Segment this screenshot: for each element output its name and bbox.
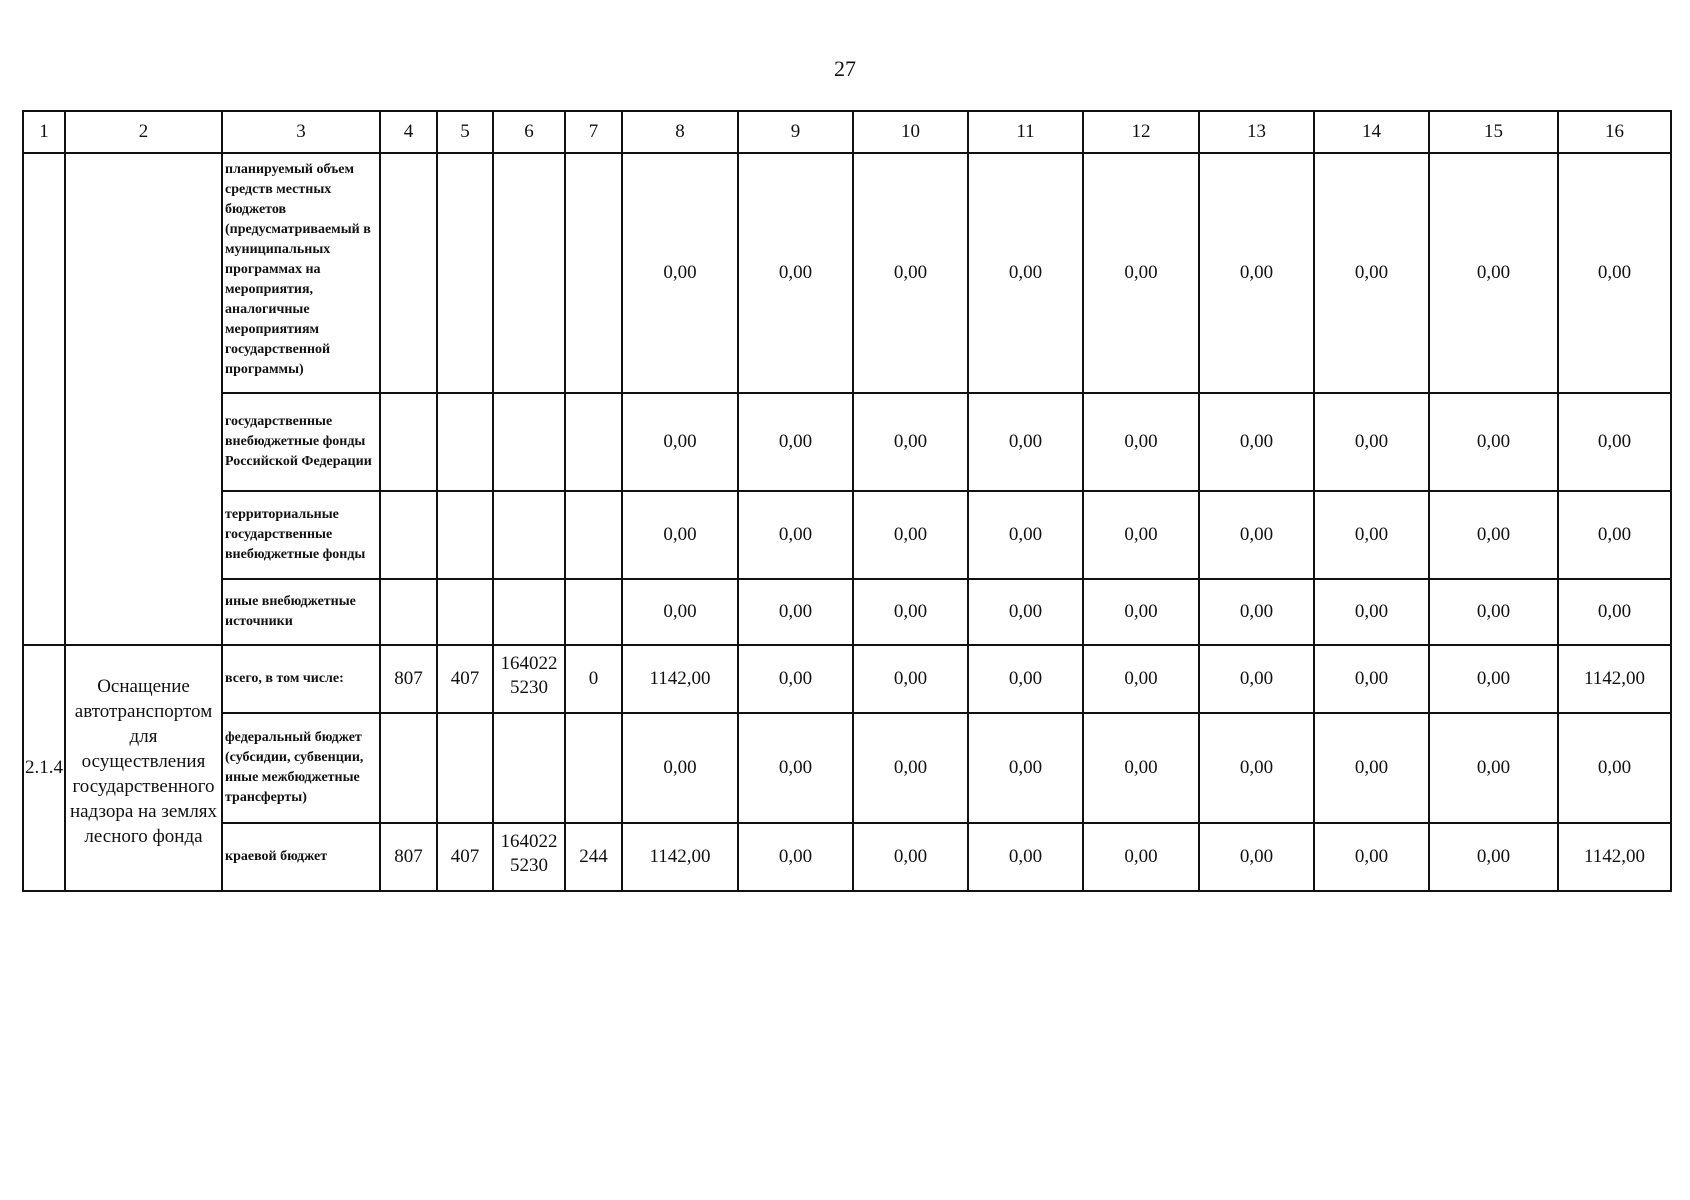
amount-cell: 0,00 [1314, 713, 1429, 823]
kbk-code-cell [493, 393, 565, 491]
kbk-grbs [380, 713, 437, 823]
amount-cell: 1142,00 [1558, 823, 1671, 891]
amount-cell: 0,00 [1314, 491, 1429, 579]
kbk-code-cell [437, 579, 493, 645]
kbk-code-cell [437, 491, 493, 579]
event-name-cell [65, 153, 222, 645]
funding-source: федеральный бюджет (субсидии, субвенции, иные межбюджетные трансферты) [222, 713, 380, 823]
amount-cell: 0,00 [1429, 153, 1558, 393]
amount-cell: 0,00 [1199, 491, 1314, 579]
amount-cell: 0,00 [1083, 823, 1199, 891]
amount-cell: 0,00 [738, 491, 853, 579]
kbk-section [437, 713, 493, 823]
column-number: 10 [853, 111, 968, 153]
column-number: 9 [738, 111, 853, 153]
table-row [23, 393, 1671, 491]
amount-cell: 0,00 [622, 579, 738, 645]
amount-cell: 0,00 [1083, 579, 1199, 645]
column-number: 16 [1558, 111, 1671, 153]
funding-source: планируемый объем средств местных бюджетов (предусматриваемый в муниципальных программах на мероприятия, аналогичные мероприятиям государственной программы) [222, 153, 380, 393]
amount-cell: 0,00 [1199, 645, 1314, 713]
amount-cell: 0,00 [1429, 823, 1558, 891]
amount-cell: 0,00 [853, 491, 968, 579]
amount-cell: 0,00 [738, 713, 853, 823]
amount-cell: 0,00 [853, 153, 968, 393]
amount-cell: 0,00 [1083, 393, 1199, 491]
funding-source: иные внебюджетные источники [222, 579, 380, 645]
column-number: 6 [493, 111, 565, 153]
amount-cell: 0,00 [1429, 491, 1558, 579]
amount-cell: 0,00 [853, 579, 968, 645]
kbk-code-cell [437, 153, 493, 393]
amount-cell: 0,00 [738, 645, 853, 713]
amount-cell: 0,00 [1314, 823, 1429, 891]
kbk-expense-type: 244 [565, 823, 622, 891]
kbk-code-cell [380, 491, 437, 579]
kbk-target-article-part2: 5230 [510, 677, 548, 698]
amount-cell: 0,00 [968, 153, 1083, 393]
column-number-row [23, 111, 1671, 153]
kbk-target-article [493, 645, 565, 713]
amount-cell: 0,00 [1083, 491, 1199, 579]
amount-cell: 0,00 [1083, 153, 1199, 393]
kbk-code-cell [493, 491, 565, 579]
amount-cell: 0,00 [1199, 393, 1314, 491]
table-row [23, 713, 1671, 823]
kbk-expense-type: 0 [565, 645, 622, 713]
kbk-target-article-part1: 164022 [500, 831, 558, 852]
kbk-grbs: 807 [380, 823, 437, 891]
amount-cell: 0,00 [1314, 153, 1429, 393]
kbk-expense-type [565, 713, 622, 823]
table-row [23, 823, 1671, 891]
kbk-section: 407 [437, 823, 493, 891]
amount-cell: 0,00 [1429, 713, 1558, 823]
amount-cell: 0,00 [968, 823, 1083, 891]
budget-table [22, 110, 1672, 892]
kbk-code-cell [437, 393, 493, 491]
amount-cell: 0,00 [622, 393, 738, 491]
amount-cell: 0,00 [622, 713, 738, 823]
amount-cell: 0,00 [968, 645, 1083, 713]
event-name: Оснащение автотранспортом для осуществления государственного надзора на землях лесного фонда [65, 645, 222, 891]
kbk-code-cell [565, 491, 622, 579]
amount-cell: 0,00 [622, 153, 738, 393]
amount-cell: 0,00 [968, 393, 1083, 491]
column-number: 5 [437, 111, 493, 153]
table-row [23, 645, 1671, 713]
amount-cell: 0,00 [1199, 579, 1314, 645]
column-number: 11 [968, 111, 1083, 153]
funding-source: территориальные государственные внебюджетные фонды [222, 491, 380, 579]
kbk-code-cell [380, 153, 437, 393]
amount-cell: 0,00 [1199, 823, 1314, 891]
column-number: 4 [380, 111, 437, 153]
amount-cell: 0,00 [1558, 153, 1671, 393]
amount-cell: 1142,00 [622, 645, 738, 713]
column-number: 12 [1083, 111, 1199, 153]
funding-source: краевой бюджет [222, 823, 380, 891]
kbk-code-cell [493, 579, 565, 645]
kbk-target-article [493, 713, 565, 823]
amount-cell: 0,00 [968, 713, 1083, 823]
amount-cell: 0,00 [1558, 579, 1671, 645]
amount-cell: 0,00 [1429, 579, 1558, 645]
amount-cell: 0,00 [853, 645, 968, 713]
column-number: 3 [222, 111, 380, 153]
kbk-code-cell [380, 579, 437, 645]
page-number: 27 [834, 56, 856, 81]
amount-cell: 0,00 [853, 823, 968, 891]
table-row [23, 579, 1671, 645]
amount-cell: 0,00 [1314, 645, 1429, 713]
funding-source: государственные внебюджетные фонды Российской Федерации [222, 393, 380, 491]
kbk-target-article [493, 823, 565, 891]
amount-cell: 0,00 [968, 491, 1083, 579]
amount-cell: 0,00 [1199, 153, 1314, 393]
amount-cell: 0,00 [1314, 579, 1429, 645]
amount-cell: 0,00 [1083, 713, 1199, 823]
amount-cell: 0,00 [1429, 393, 1558, 491]
amount-cell: 0,00 [1558, 713, 1671, 823]
column-number: 1 [23, 111, 65, 153]
amount-cell: 0,00 [1558, 491, 1671, 579]
table-row [23, 491, 1671, 579]
amount-cell: 1142,00 [1558, 645, 1671, 713]
amount-cell: 0,00 [738, 153, 853, 393]
amount-cell: 0,00 [1558, 393, 1671, 491]
amount-cell: 0,00 [738, 393, 853, 491]
column-number: 13 [1199, 111, 1314, 153]
amount-cell: 0,00 [738, 579, 853, 645]
kbk-target-article-part2: 5230 [510, 855, 548, 876]
amount-cell: 0,00 [968, 579, 1083, 645]
amount-cell: 1142,00 [622, 823, 738, 891]
funding-source: всего, в том числе: [222, 645, 380, 713]
amount-cell: 0,00 [853, 393, 968, 491]
column-number: 14 [1314, 111, 1429, 153]
amount-cell: 0,00 [1314, 393, 1429, 491]
column-number: 2 [65, 111, 222, 153]
kbk-code-cell [565, 579, 622, 645]
column-number: 8 [622, 111, 738, 153]
kbk-target-article-part1: 164022 [500, 653, 558, 674]
event-number-cell [23, 153, 65, 645]
amount-cell: 0,00 [1429, 645, 1558, 713]
amount-cell: 0,00 [1083, 645, 1199, 713]
kbk-section: 407 [437, 645, 493, 713]
kbk-code-cell [493, 153, 565, 393]
kbk-code-cell [380, 393, 437, 491]
kbk-code-cell [565, 153, 622, 393]
table-row [23, 153, 1671, 393]
amount-cell: 0,00 [738, 823, 853, 891]
amount-cell: 0,00 [622, 491, 738, 579]
column-number: 7 [565, 111, 622, 153]
column-number: 15 [1429, 111, 1558, 153]
kbk-grbs: 807 [380, 645, 437, 713]
kbk-code-cell [565, 393, 622, 491]
event-number: 2.1.4 [23, 645, 65, 891]
amount-cell: 0,00 [853, 713, 968, 823]
amount-cell: 0,00 [1199, 713, 1314, 823]
